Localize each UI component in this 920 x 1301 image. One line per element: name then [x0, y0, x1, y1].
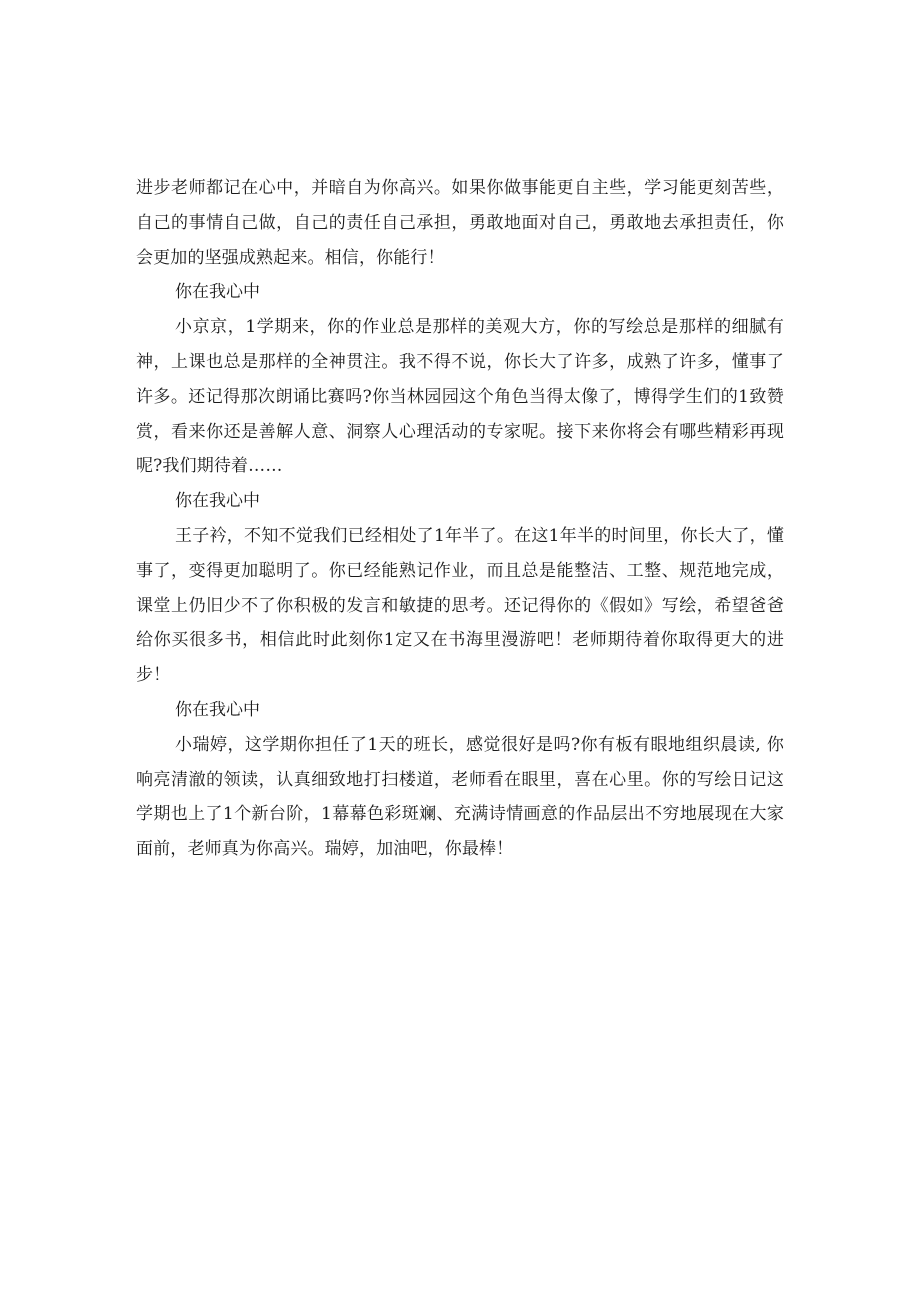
paragraph-wangzijin: 王子衿，不知不觉我们已经相处了1年半了。在这1年半的时间里，你长大了，懂事了，变得更加聪明了。你已经能熟记作业，而且总是能整洁、工整、规范地完成，课堂上仍旧少不了你积极的发言和敏捷的思考。还记得你的《假如》写绘，希望爸爸给你买很多书，相信此时此刻你1定又在书海里漫游吧！老师期待着你取得更大的进步！ [136, 525, 784, 686]
paragraph-xiaoruiting: 小瑞婷，这学期你担任了1天的班长，感觉很好是吗?你有板有眼地组织晨读, 你响亮清澈的领读，认真细致地打扫楼道，老师看在眼里，喜在心里。你的写绘日记这学期也上了1个新台阶，1幕幕色彩斑斓、充满诗情画意的作品层出不穷地展现在大家面前，老师真为你高兴。瑞婷，加油吧，你最棒！ [136, 734, 784, 860]
section-heading-2: 你在我心中 [175, 491, 260, 512]
paragraph-continued: 进步老师都记在心中，并暗自为你高兴。如果你做事能更自主些，学习能更刻苦些，自己的事情自己做，自己的责任自己承担，勇敢地面对自己，勇敢地去承担责任，你会更加的坚强成熟起来。相信，你能行！ [136, 178, 784, 268]
section-heading-3: 你在我心中 [175, 699, 260, 720]
section-heading-1: 你在我心中 [175, 282, 260, 303]
paragraph-xiaojingjing: 小京京，1学期来，你的作业总是那样的美观大方，你的写绘总是那样的细腻有神，上课也总是那样的全神贯注。我不得不说，你长大了许多，成熟了许多，懂事了许多。还记得那次朗诵比赛吗?你当林园园这个角色当得太像了，博得学生们的1致赞赏，看来你还是善解人意、洞察人心理活动的专家呢。接下来你将会有哪些精彩再现呢?我们期待着…… [136, 317, 784, 477]
document-body [136, 171, 784, 867]
